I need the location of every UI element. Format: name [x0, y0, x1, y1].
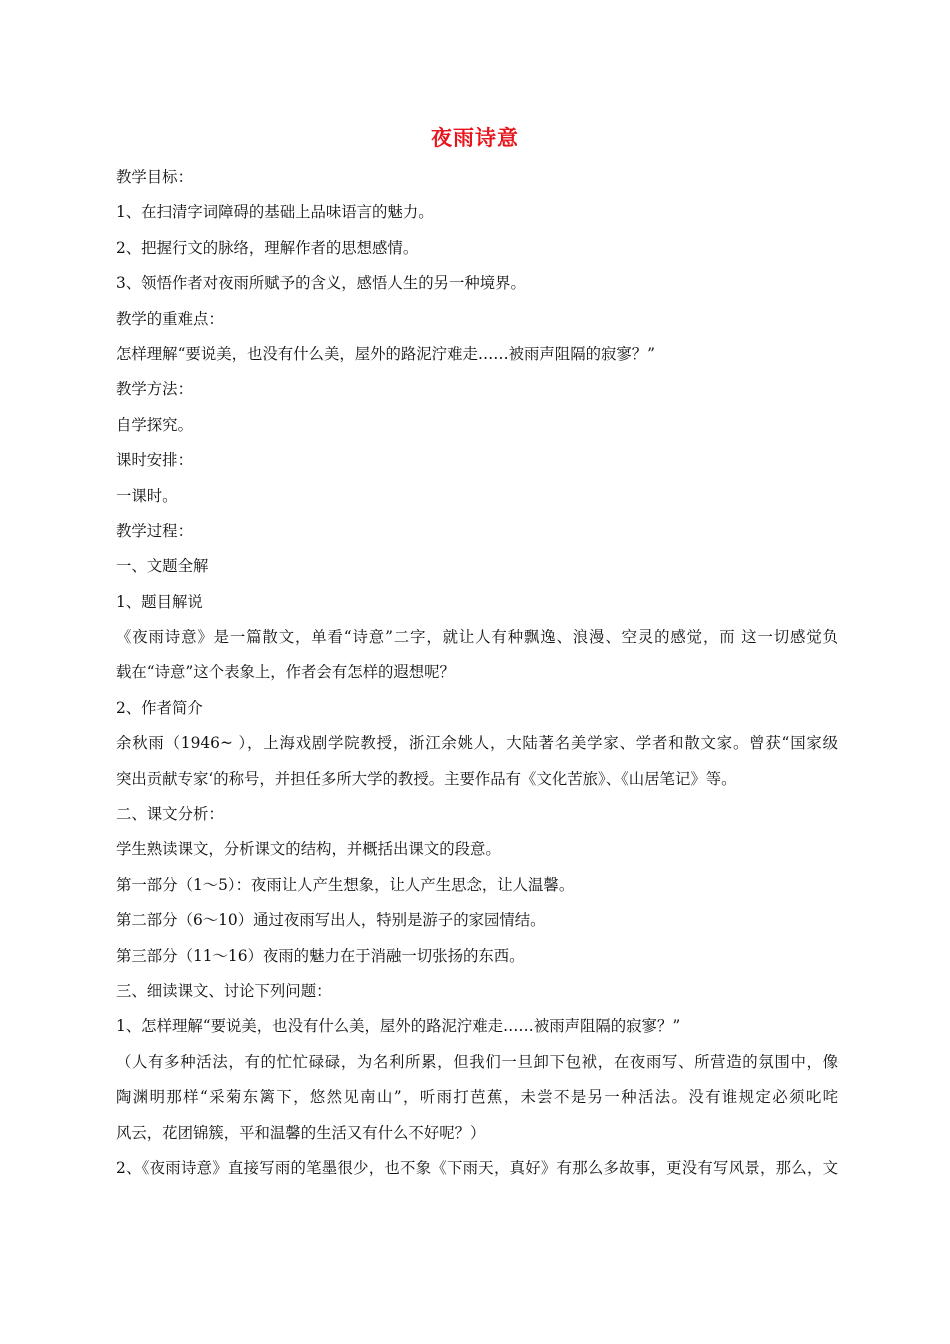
- text-line-analysis-intro: 学生熟读课文，分析课文的结构，并概括出课文的段意。: [116, 840, 501, 859]
- text-line-section-2-heading: 二、课文分析：: [116, 805, 224, 824]
- document-title: 夜雨诗意: [431, 126, 519, 150]
- text-line-goal-2: 2、把握行文的脉络，理解作者的思想感情。: [116, 238, 419, 257]
- text-line-part-1: 第一部分（1～5）：夜雨让人产生想象，让人产生思念，让人温馨。: [116, 875, 575, 894]
- text-line-question-2: 2、《夜雨诗意》直接写雨的笔墨很少，也不象《下雨天，真好》有那么多故事，更没有写风景，那么，文: [116, 1158, 838, 1177]
- text-line-schedule-heading: 课时安排：: [116, 451, 193, 470]
- text-line-question-1: 1、怎样理解“要说美，也没有什么美，屋外的路泥泞难走……被雨声阻隔的寂寥？”: [116, 1017, 681, 1036]
- text-line-key-points: 怎样理解“要说美，也没有什么美，屋外的路泥泞难走……被雨声阻隔的寂寥？”: [116, 344, 656, 363]
- text-line-author-1: 余秋雨（1946~ ），上海戏剧学院教授，浙江余姚人，大陆著名美学家、学者和散文家。曾获“国家级: [116, 734, 838, 753]
- text-line-key-points-heading: 教学的重难点：: [116, 309, 224, 328]
- text-line-answer-1-b: 陶渊明那样“采菊东篱下，悠然见南山”，听雨打芭蕉，未尝不是另一种活法。没有谁规定必须叱咤: [116, 1088, 838, 1107]
- text-line-goal-1: 1、在扫清字词障碍的基础上品味语言的魅力。: [116, 203, 434, 222]
- text-line-title-explanation-heading: 1、题目解说: [116, 592, 203, 611]
- text-line-method: 自学探究。: [116, 415, 193, 434]
- text-line-process-heading: 教学过程：: [116, 521, 193, 540]
- text-line-answer-1-c: 风云，花团锦簇，平和温馨的生活又有什么不好呢？）: [116, 1123, 486, 1142]
- text-line-teaching-goals-heading: 教学目标：: [116, 168, 193, 186]
- text-line-schedule: 一课时。: [116, 486, 178, 505]
- document-body: [116, 160, 838, 1186]
- text-line-goal-3: 3、领悟作者对夜雨所赋予的含义，感悟人生的另一种境界。: [116, 274, 526, 293]
- text-line-method-heading: 教学方法：: [116, 380, 193, 399]
- text-line-author-2: 突出贡献专家‘的称号，并担任多所大学的教授。主要作品有《文化苦旅》、《山居笔记》等。: [116, 769, 737, 788]
- text-line-title-explanation-1: 《夜雨诗意》是一篇散文，单看“诗意”二字，就让人有种飘逸、浪漫、空灵的感觉，而 这一切感觉负: [116, 628, 838, 647]
- text-line-author-heading: 2、作者简介: [116, 698, 203, 717]
- text-line-section-3-heading: 三、细读课文、讨论下列问题：: [116, 981, 332, 1000]
- text-line-part-3: 第三部分（11～16）夜雨的魅力在于消融一切张扬的东西。: [116, 946, 525, 965]
- text-line-part-2: 第二部分（6～10）通过夜雨写出人，特别是游子的家园情结。: [116, 911, 546, 930]
- text-line-section-1-heading: 一、文题全解: [116, 557, 209, 576]
- text-line-title-explanation-2: 载在“诗意”这个表象上，作者会有怎样的遐想呢？: [116, 663, 455, 682]
- text-line-answer-1-a: （人有多种活法，有的忙忙碌碌，为名利所累，但我们一旦卸下包袱，在夜雨写、所营造的氛围中，像: [116, 1052, 838, 1071]
